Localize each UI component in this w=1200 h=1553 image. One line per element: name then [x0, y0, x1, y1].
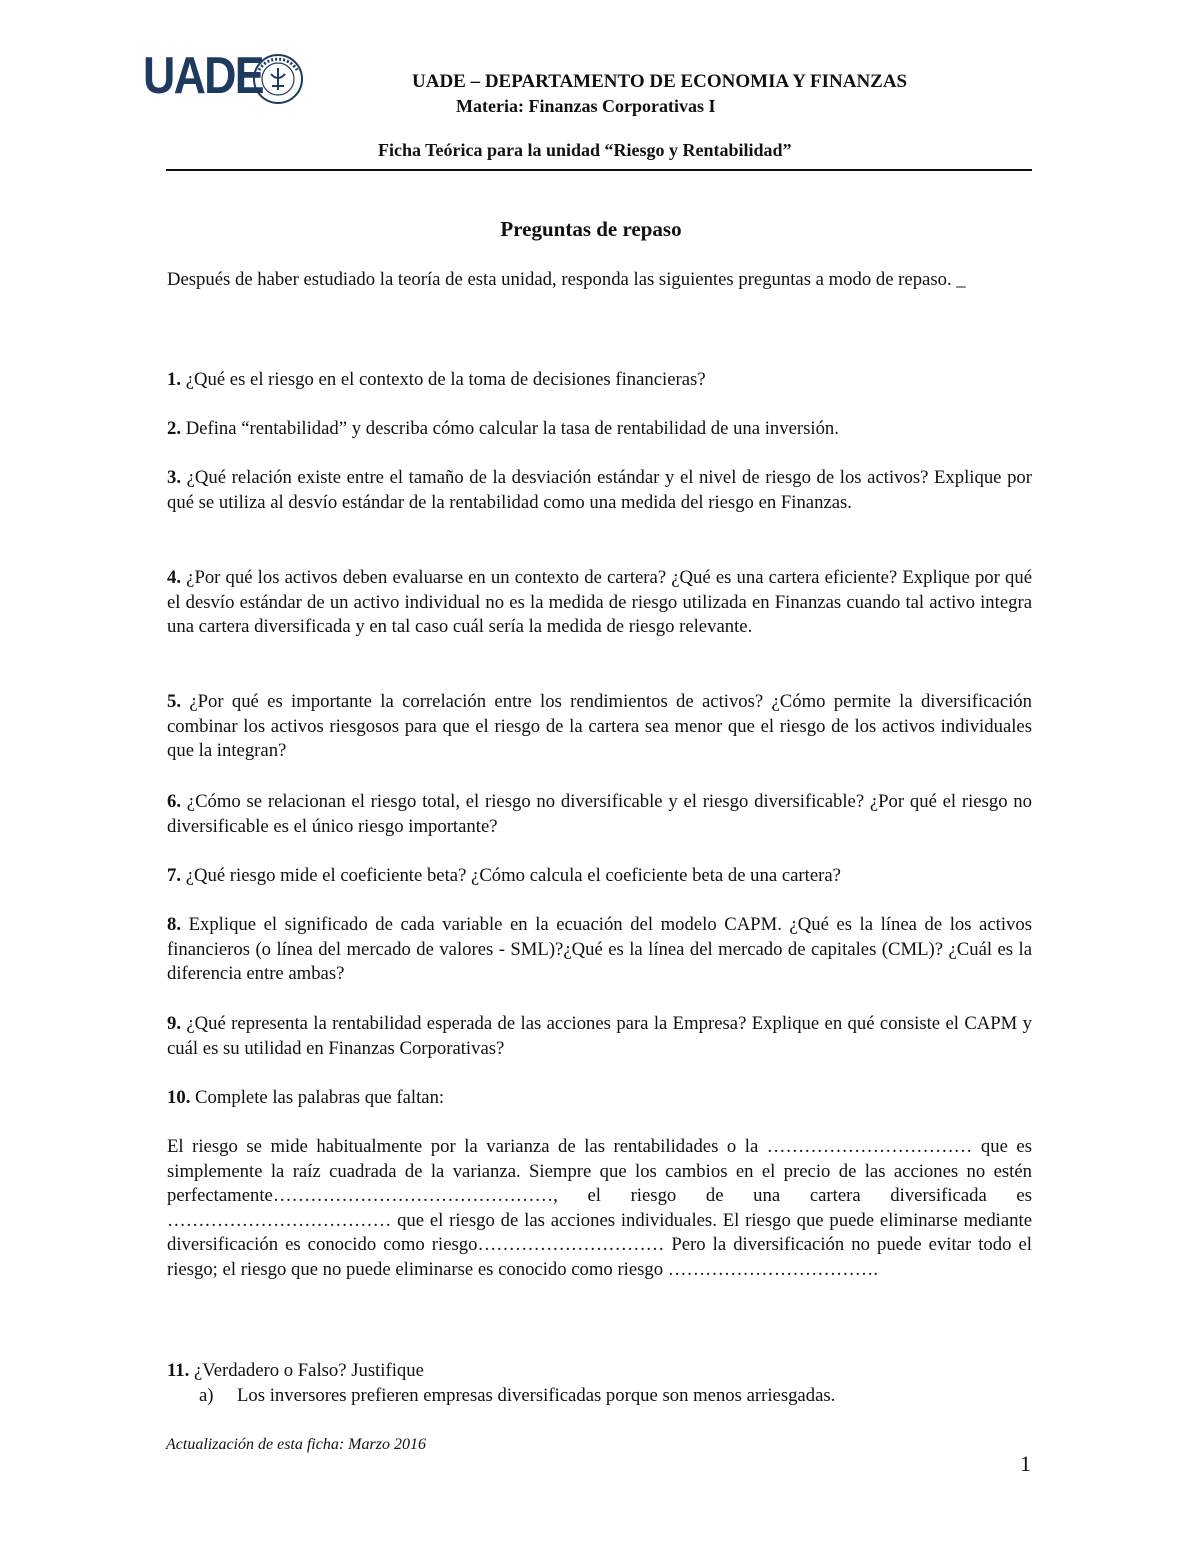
sheet-title: Ficha Teórica para la unidad “Riesgo y Rentabilidad”: [378, 140, 792, 160]
question-text: Complete las palabras que faltan:: [190, 1087, 445, 1108]
question-number: 5.: [167, 691, 182, 712]
question-number: 10.: [167, 1087, 191, 1108]
item-letter: a): [199, 1385, 214, 1406]
question-number: 2.: [167, 418, 182, 439]
header-divider: [166, 169, 1032, 171]
question-2: [167, 417, 1032, 442]
intro-paragraph: Después de haber estudiado la teoría de esta unidad, responda las siguientes preguntas a modo de repaso. _: [167, 269, 966, 290]
question-text: Explique el significado de cada variable en la ecuación del modelo CAPM. ¿Qué es la línea de los activos financieros (o línea del mercado de valores - SML)?¿Qué es la línea del mercado de capitales (CML)? ¿Cuál es la diferencia entre ambas?: [167, 914, 1032, 985]
question-number: 6.: [167, 791, 182, 812]
question-1: [167, 368, 1032, 393]
question-text: ¿Qué representa la rentabilidad esperada de las acciones para la Empresa? Explique en qué consiste el CAPM y cuál es su utilidad en Finanzas Corporativas?: [167, 1013, 1032, 1059]
question-text: ¿Qué relación existe entre el tamaño de la desviación estándar y el nivel de riesgo de los activos? Explique por qué se utiliza al desvío estándar de la rentabilidad como una medida del riesgo en Finanzas.: [167, 467, 1032, 513]
question-number: 4.: [167, 567, 182, 588]
question-number: 9.: [167, 1013, 182, 1034]
question-text: ¿Verdadero o Falso? Justifique: [189, 1360, 424, 1381]
question-number: 1.: [167, 369, 182, 390]
question-text: ¿Por qué es importante la correlación entre los rendimientos de activos? ¿Cómo permite la diversificación combinar los activos riesgosos para que el riesgo de la cartera sea menor que el riesgo de los activos individuales que la integran?: [167, 691, 1032, 762]
document-title: Preguntas de repaso: [500, 217, 682, 241]
footer-update-note: Actualización de esta ficha: Marzo 2016: [166, 1436, 426, 1453]
question-8: [167, 913, 1032, 987]
question-6: [167, 790, 1032, 839]
question-text: Defina “rentabilidad” y describa cómo calcular la tasa de rentabilidad de una inversión.: [181, 418, 839, 439]
question-text: ¿Qué riesgo mide el coeficiente beta? ¿Cómo calcula el coeficiente beta de una cartera?: [181, 865, 841, 886]
department-heading: UADE – DEPARTAMENTO DE ECONOMIA Y FINANZAS: [412, 71, 908, 92]
question-4: [167, 566, 1032, 640]
question-5: [167, 690, 1032, 764]
fundacion-seal-icon: [251, 52, 305, 106]
logo-wordmark: UADE: [143, 47, 263, 105]
subject-heading: Materia: Finanzas Corporativas I: [456, 96, 716, 116]
question-text: ¿Qué es el riesgo en el contexto de la toma de decisiones financieras?: [181, 369, 706, 390]
question-number: 3.: [167, 467, 182, 488]
item-text: Los inversores prefieren empresas diversificadas porque son menos arriesgadas.: [237, 1385, 836, 1406]
question-number: 11.: [167, 1360, 190, 1381]
page-number: 1: [1020, 1451, 1031, 1476]
question-text: ¿Cómo se relacionan el riesgo total, el riesgo no diversificable y el riesgo diversificable? ¿Por qué el riesgo no diversificable es el único riesgo importante?: [167, 791, 1032, 837]
question-10: [167, 1086, 1032, 1111]
question-11: [167, 1359, 1032, 1384]
question-number: 8.: [167, 914, 182, 935]
question-number: 7.: [167, 865, 182, 886]
question-text: ¿Por qué los activos deben evaluarse en un contexto de cartera? ¿Qué es una cartera eficiente? Explique por qué el desvío estándar de un activo individual no es la medida de riesgo utilizada en Finanzas cuando tal activo integra una cartera diversificada y en tal caso cuál sería la medida de riesgo relevante.: [167, 567, 1032, 638]
uade-logo: [143, 47, 305, 106]
fill-in-paragraph: El riesgo se mide habitualmente por la varianza de las rentabilidades o la …………………………… que es simplemente la raíz cuadrada de la varianza. Siempre que los cambios en el precio de las acciones no estén perfectamente………………………………………, el riesgo de una cartera diversificada es ……………………………… que el riesgo de las acciones individuales. El riesgo que puede eliminarse mediante diversificación es conocido como riesgo………………………… Pero la diversificación no puede evitar todo el riesgo; el riesgo que no puede eliminarse es conocido como riesgo …………………………….: [167, 1136, 1032, 1280]
question-7: [167, 864, 1032, 889]
question-3: [167, 466, 1032, 515]
question-11a: [199, 1384, 1032, 1409]
question-9: [167, 1012, 1032, 1061]
